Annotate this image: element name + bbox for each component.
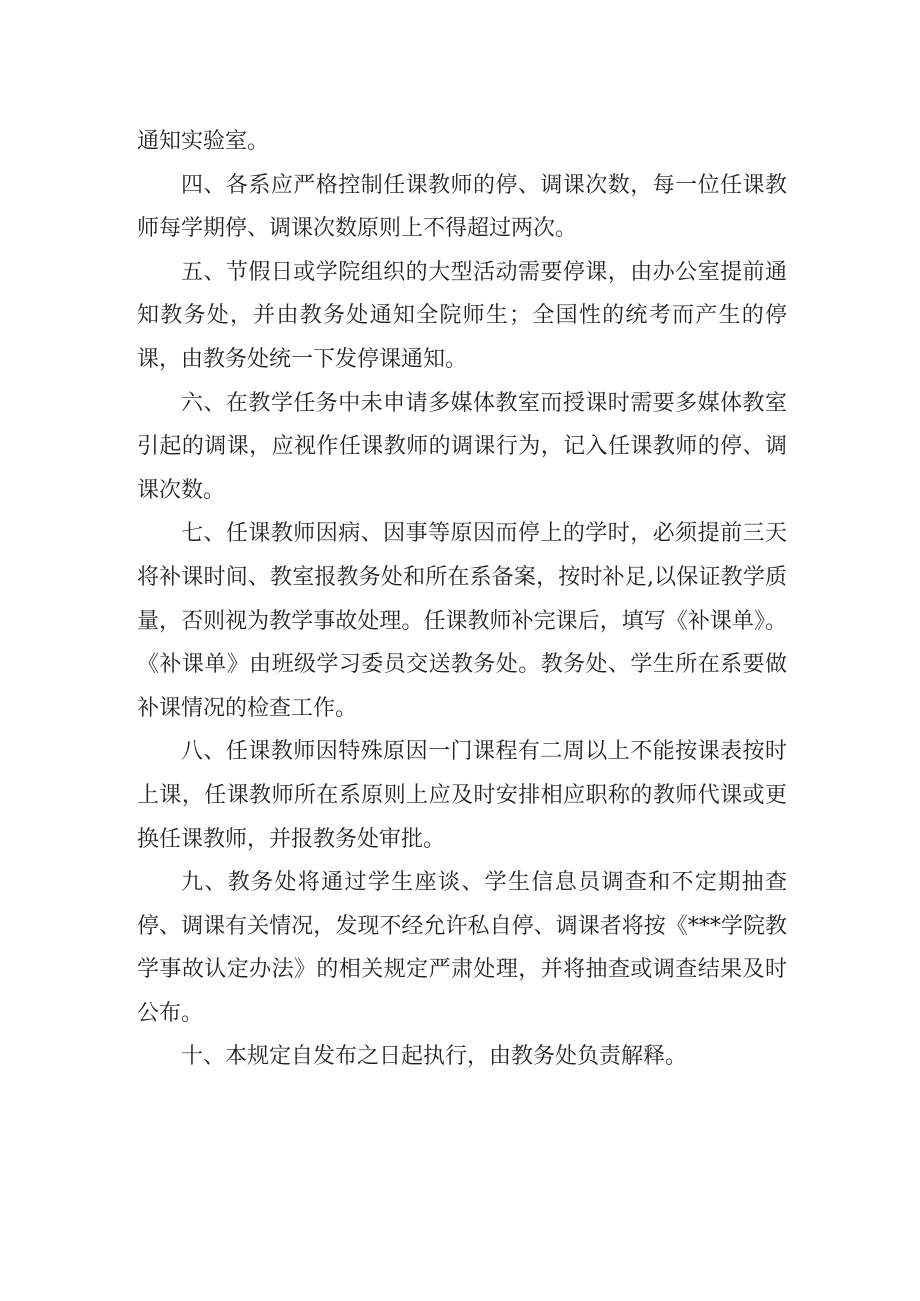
paragraph-item-8: 八、任课教师因特殊原因一门课程有二周以上不能按课表按时上课，任课教师所在系原则上应及时安排相应职称的教师代课或更换任课教师，并报教务处审批。 (137, 739, 787, 852)
paragraph-item-10: 十、本规定自发布之日起执行，由教务处负责解释。 (181, 1044, 688, 1070)
document-body (137, 120, 787, 1079)
paragraph-item-6: 六、在教学任务中未申请多媒体教室而授课时需要多媒体教室引起的调课，应视作任课教师的调课行为，记入任课教师的停、调课次数。 (137, 390, 787, 503)
paragraph-item-4: 四、各系应严格控制任课教师的停、调课次数，每一位任课教师每学期停、调课次数原则上不得超过两次。 (137, 172, 787, 242)
paragraph-continuation: 通知实验室。 (137, 129, 270, 154)
paragraph-item-5: 五、节假日或学院组织的大型活动需要停课，由办公室提前通知教务处，并由教务处通知全院师生；全国性的统考而产生的停课，由教务处统一下发停课通知。 (137, 259, 787, 372)
paragraph-item-7: 七、任课教师因病、因事等原因而停上的学时，必须提前三天将补课时间、教室报教务处和所在系备案，按时补足,以保证教学质量，否则视为教学事故处理。任课教师补完课后，填写《补课单》。《补课单》由班级学习委员交送教务处。教务处、学生所在系要做补课情况的检查工作。 (137, 521, 787, 721)
paragraph-item-9: 九、教务处将通过学生座谈、学生信息员调查和不定期抽查停、调课有关情况，发现不经允许私自停、调课者将按《***学院教学事故认定办法》的相关规定严肃处理，并将抽查或调查结果及时公布。 (137, 870, 787, 1026)
